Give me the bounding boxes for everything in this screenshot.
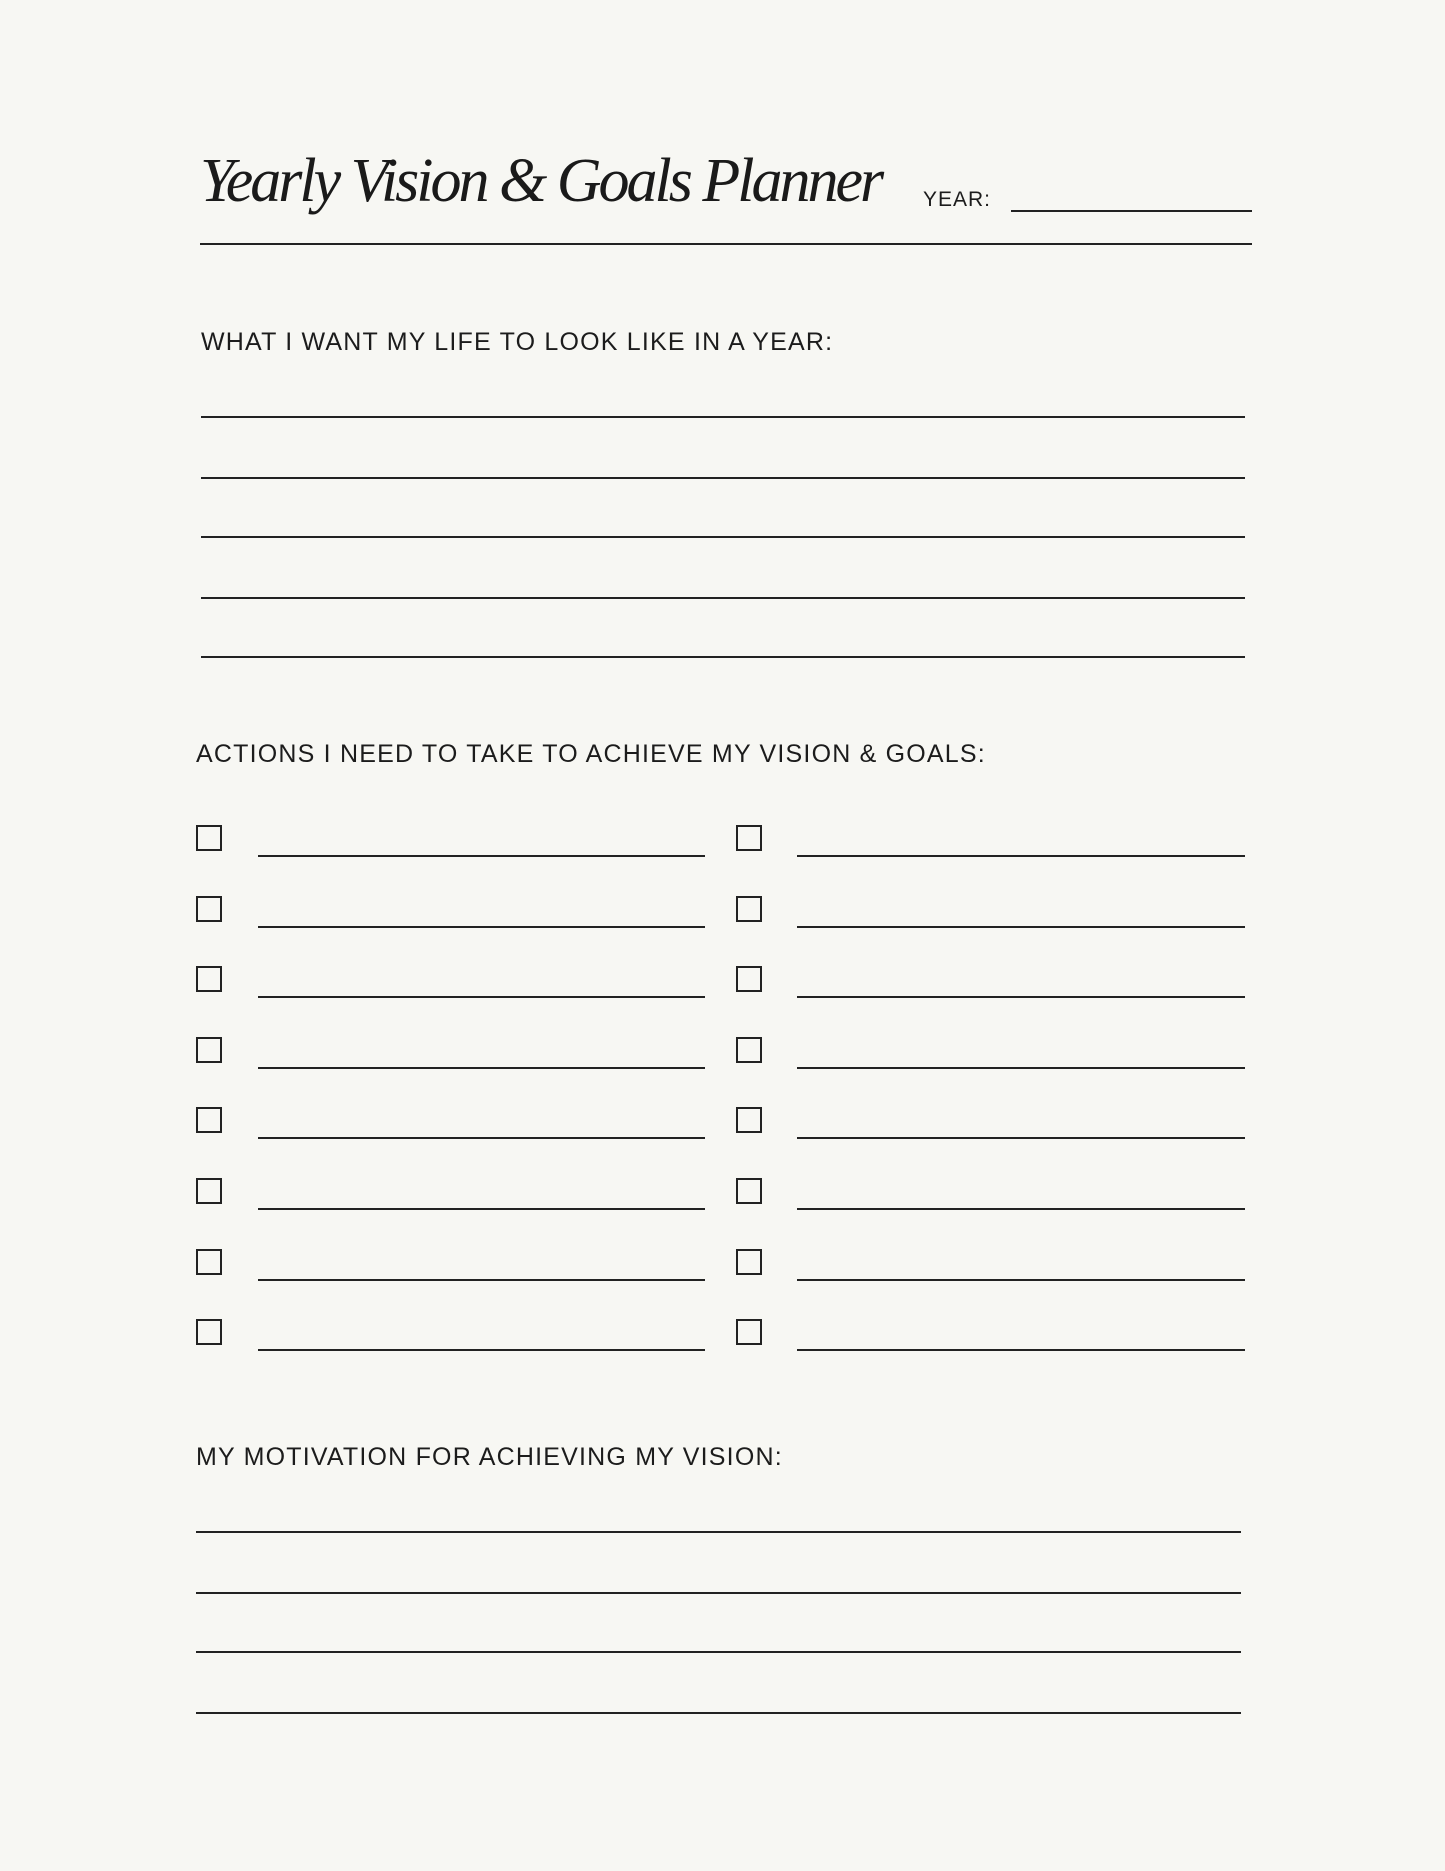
action-checkbox[interactable]: [196, 896, 222, 922]
action-checkbox[interactable]: [736, 966, 762, 992]
action-checkbox[interactable]: [196, 1037, 222, 1063]
action-line[interactable]: [258, 926, 705, 928]
action-checkbox[interactable]: [736, 1319, 762, 1345]
action-line[interactable]: [258, 1349, 705, 1351]
vision-line[interactable]: [201, 656, 1245, 658]
motivation-heading: MY MOTIVATION FOR ACHIEVING MY VISION:: [196, 1443, 783, 1471]
actions-heading: ACTIONS I NEED TO TAKE TO ACHIEVE MY VISION & GOALS:: [196, 740, 986, 768]
action-line[interactable]: [258, 1067, 705, 1069]
motivation-line[interactable]: [196, 1712, 1241, 1714]
page-title: Yearly Vision & Goals Planner: [200, 147, 882, 215]
motivation-line[interactable]: [196, 1651, 1241, 1653]
action-checkbox[interactable]: [736, 1178, 762, 1204]
action-line[interactable]: [797, 1349, 1245, 1351]
action-line[interactable]: [797, 1067, 1245, 1069]
header-divider: [200, 243, 1252, 245]
action-line[interactable]: [797, 926, 1245, 928]
action-checkbox[interactable]: [196, 1249, 222, 1275]
action-checkbox[interactable]: [196, 1107, 222, 1133]
action-line[interactable]: [258, 996, 705, 998]
action-line[interactable]: [258, 1137, 705, 1139]
action-line[interactable]: [797, 1137, 1245, 1139]
vision-line[interactable]: [201, 416, 1245, 418]
action-checkbox[interactable]: [736, 1107, 762, 1133]
action-line[interactable]: [258, 1279, 705, 1281]
action-line[interactable]: [797, 1208, 1245, 1210]
action-checkbox[interactable]: [736, 1037, 762, 1063]
action-checkbox[interactable]: [736, 896, 762, 922]
vision-line[interactable]: [201, 536, 1245, 538]
action-line[interactable]: [258, 1208, 705, 1210]
year-field[interactable]: [1011, 210, 1252, 212]
action-checkbox[interactable]: [196, 1319, 222, 1345]
action-line[interactable]: [797, 855, 1245, 857]
vision-heading: WHAT I WANT MY LIFE TO LOOK LIKE IN A YEAR:: [201, 328, 834, 356]
action-line[interactable]: [797, 1279, 1245, 1281]
year-label: YEAR:: [923, 188, 992, 211]
action-line[interactable]: [258, 855, 705, 857]
vision-line[interactable]: [201, 477, 1245, 479]
action-checkbox[interactable]: [736, 825, 762, 851]
action-checkbox[interactable]: [196, 966, 222, 992]
motivation-line[interactable]: [196, 1592, 1241, 1594]
motivation-line[interactable]: [196, 1531, 1241, 1533]
action-line[interactable]: [797, 996, 1245, 998]
vision-line[interactable]: [201, 597, 1245, 599]
action-checkbox[interactable]: [736, 1249, 762, 1275]
action-checkbox[interactable]: [196, 825, 222, 851]
action-checkbox[interactable]: [196, 1178, 222, 1204]
